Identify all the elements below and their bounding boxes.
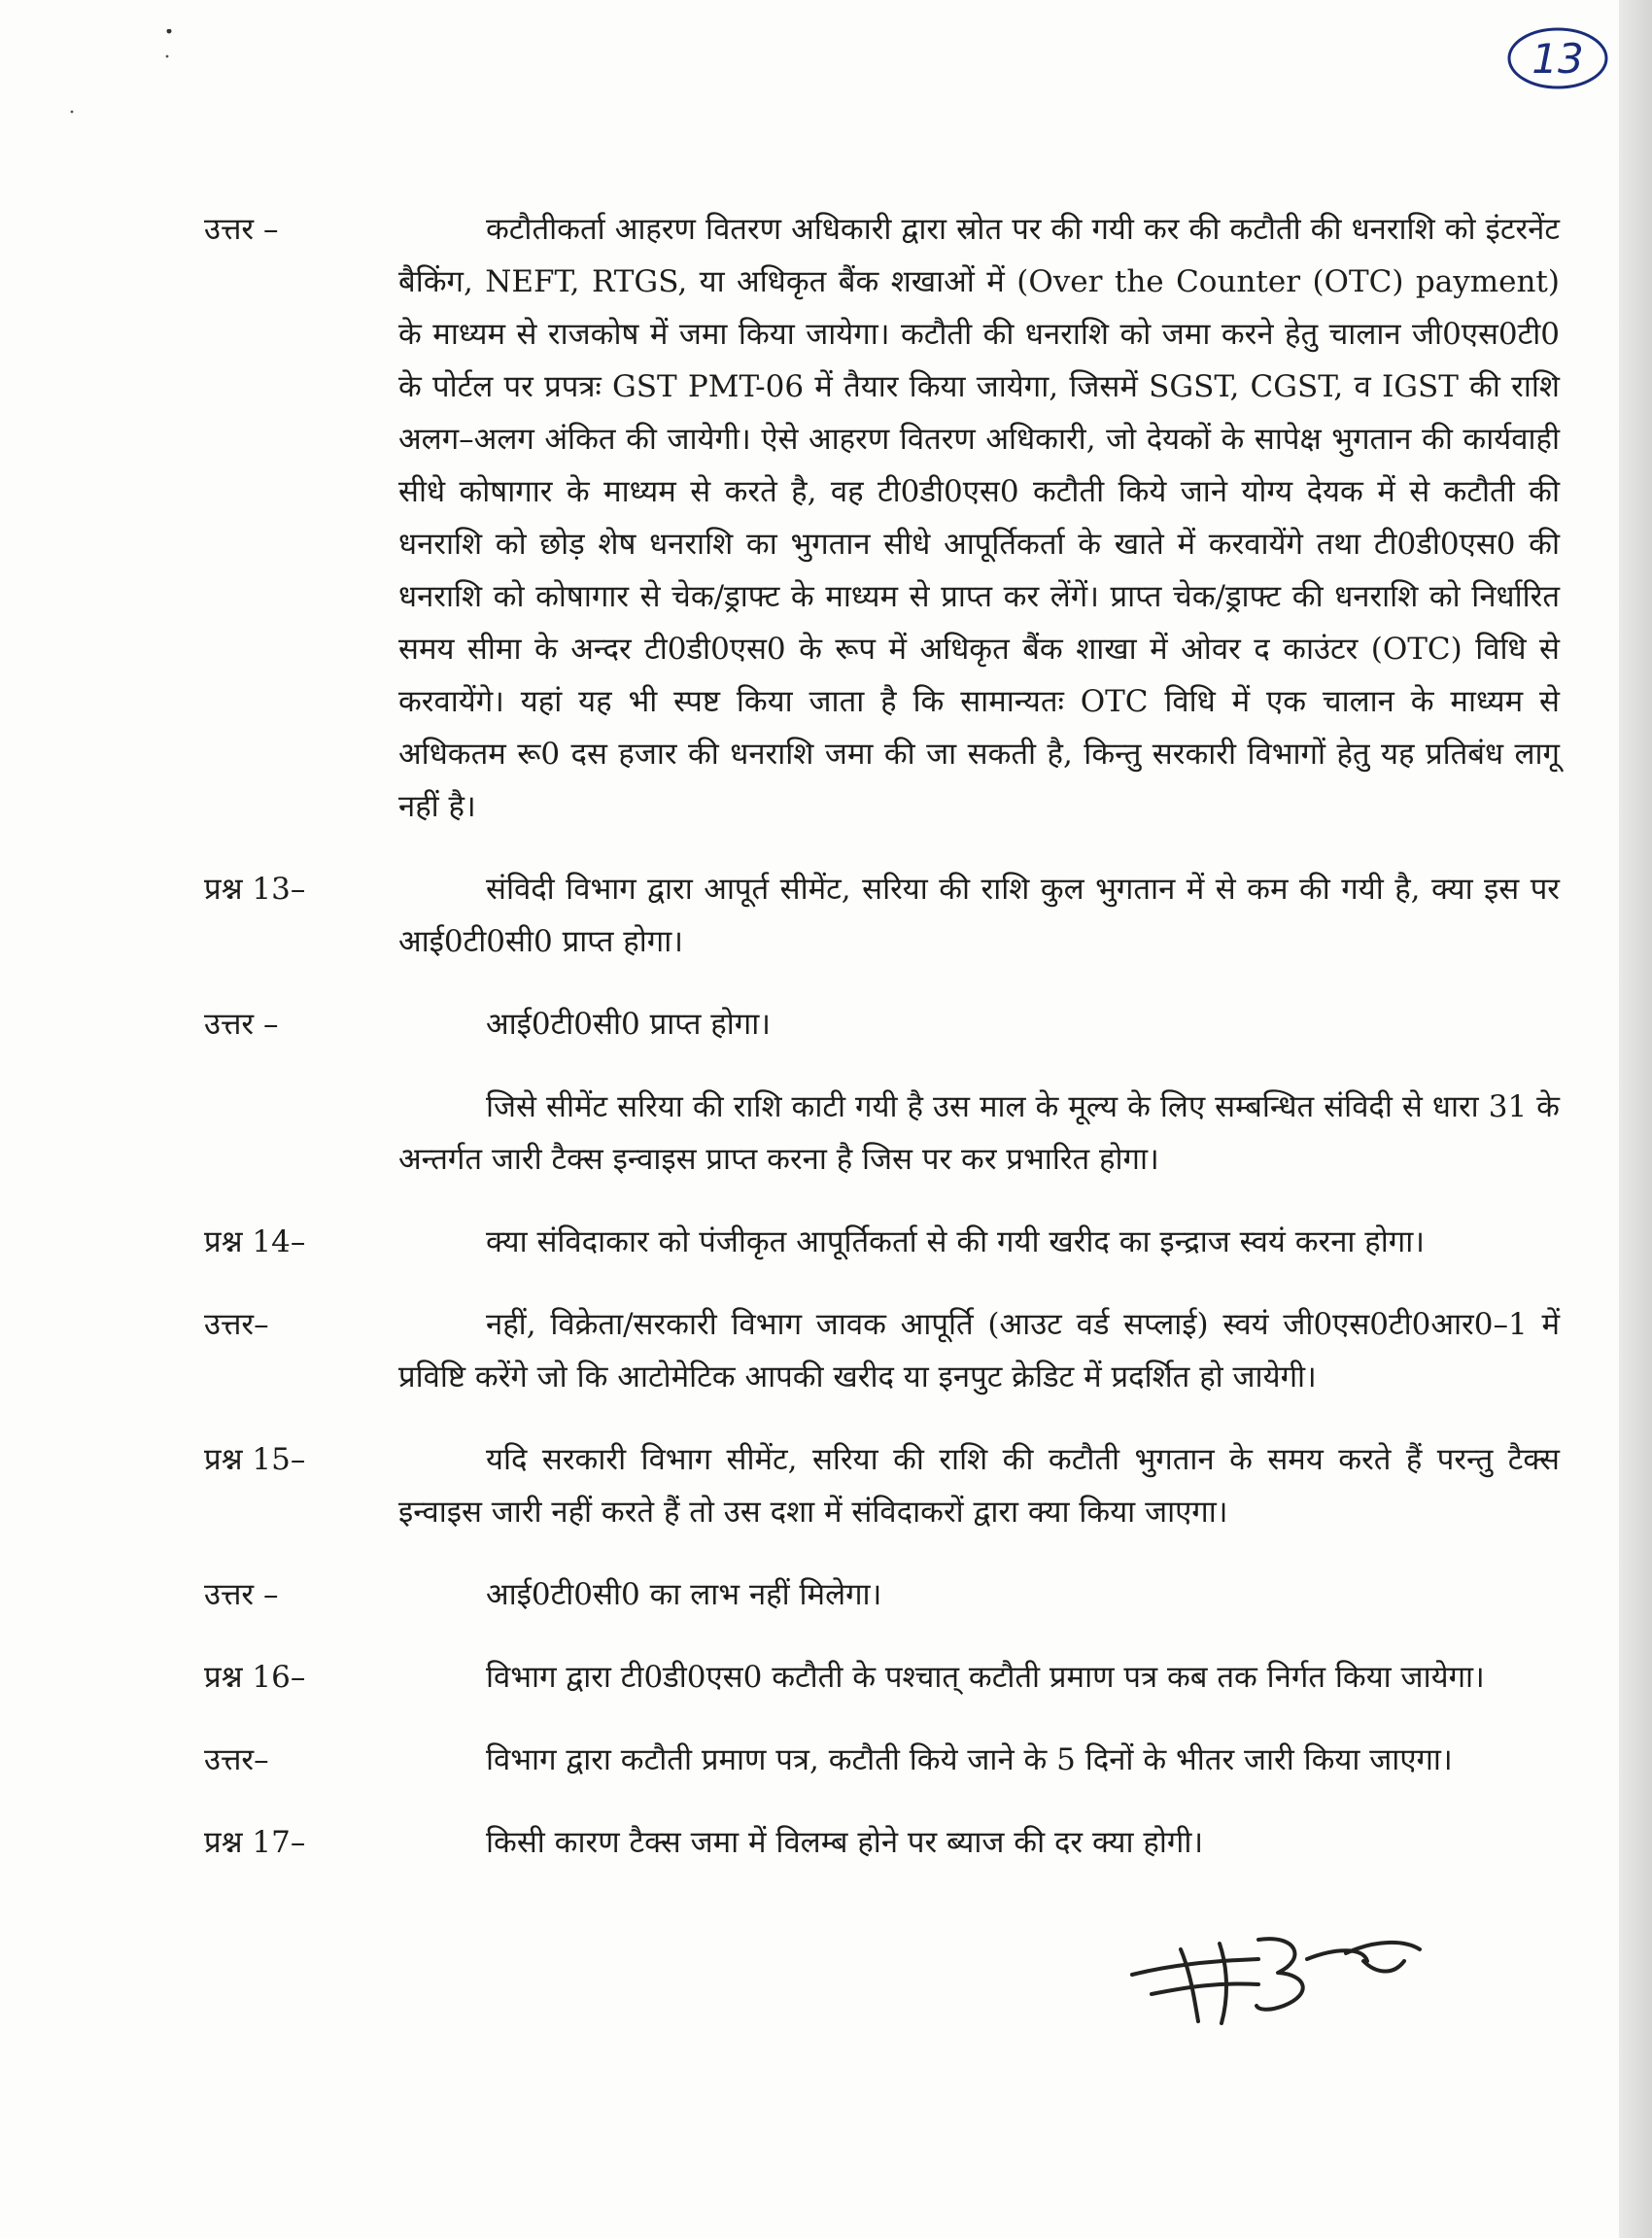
entry-text: नहीं, विक्रेता/सरकारी विभाग जावक आपूर्ति (आउट वर्ड सप्लाई) स्वयं जी0एस0टी0आर0–1 में प्रविष्टि करेंगे जो कि आटोमेटिक आपकी खरीद या इनपुट क्रेडिट में प्रदर्शित हो जायेगी। [398, 1307, 1560, 1394]
qa-entry-answer-15 [204, 1568, 1560, 1621]
scan-specks [58, 29, 194, 146]
entry-text: जिसे सीमेंट सरिया की राशि काटी गयी है उस माल के मूल्य के लिए सम्बन्धित संविदी से धारा 31 के अन्तर्गत जारी टैक्स इन्वाइस प्राप्त करना है जिस पर कर प्रभारित होगा। [398, 1089, 1560, 1177]
page-edge-shadow [1619, 0, 1652, 2238]
officer-signature [1113, 1905, 1443, 2041]
entry-text: आई0टी0सी0 का लाभ नहीं मिलेगा। [486, 1577, 882, 1612]
entry-text: कटौतीकर्ता आहरण वितरण अधिकारी द्वारा स्रोत पर की गयी कर की कटौती की धनराशि को इंटरनेंट बैकिंग, NEFT, RTGS, या अधिकृत बैंक शखाओं में (Over the Counter (OTC) payment) के माध्यम से राजकोष में जमा किया जायेगा। कटौती की धनराशि को जमा करने हेतु चालान जी0एस0टी0 के पोर्टल पर प्रपत्रः GST PMT-06 में तैयार किया जायेगा, जिसमें SGST, CGST, व IGST की राशि अलग–अलग अंकित की जायेगी। ऐसे आहरण वितरण अधिकारी, जो देयकों के सापेक्ष भुगतान की कार्यवाही सीधे कोषागार के माध्यम से करते है, वह टी0डी0एस0 कटौती किये जाने योग्य देयक में से कटौती की धनराशि को छोड़ शेष धनराशि का भुगतान सीधे आपूर्तिकर्ता के खाते में करवायेंगे तथा टी0डी0एस0 की धनराशि को कोषागार से चेक/ड्राफ्ट के माध्यम से प्राप्त कर लेंगें। प्राप्त चेक/ड्राफ्ट की धनराशि को निर्धारित समय सीमा के अन्दर टी0डी0एस0 के रूप में अधिकृत बैंक शाखा में ओवर द काउंटर (OTC) विधि से करवायेंगे। यहां यह भी स्पष्ट किया जाता है कि सामान्यतः OTC विधि में एक चालान के माध्यम से अधिकतम रू0 दस हजार की धनराशि जमा की जा सकती है, किन्तु सरकारी विभागों हेतु यह प्रतिबंध लागू नहीं है। [398, 212, 1560, 824]
entry-label: प्रश्न 14– [204, 1224, 306, 1259]
entry-text: क्या संविदाकार को पंजीकृत आपूर्तिकर्ता से की गयी खरीद का इन्द्राज स्वयं करना होगा। [486, 1224, 1425, 1259]
entry-label: प्रश्न 17– [204, 1825, 306, 1860]
qa-entry-answer-12 [204, 203, 1560, 833]
entry-text: यदि सरकारी विभाग सीमेंट, सरिया की राशि की कटौती भुगतान के समय करते हैं परन्तु टैक्स इन्वाइस जारी नहीं करते हैं तो उस दशा में संविदाकरों द्वारा क्या किया जाएगा। [398, 1442, 1560, 1530]
entry-label: प्रश्न 13– [204, 872, 306, 907]
entry-label: उत्तर – [204, 212, 279, 247]
entry-text: विभाग द्वारा कटौती प्रमाण पत्र, कटौती किये जाने के 5 दिनों के भीतर जारी किया जाएगा। [486, 1742, 1453, 1777]
qa-entry-question-13 [204, 863, 1560, 968]
qa-entry-question-14 [204, 1216, 1560, 1268]
entry-label: उत्तर– [204, 1742, 269, 1777]
qa-entry-question-16 [204, 1651, 1560, 1704]
qa-entry-answer-13-continued [204, 1081, 1560, 1186]
qa-document-body [204, 173, 1560, 1899]
entry-label: प्रश्न 15– [204, 1442, 306, 1477]
entry-text: विभाग द्वारा टी0डी0एस0 कटौती के पश्चात् कटौती प्रमाण पत्र कब तक निर्गत किया जायेगा। [486, 1660, 1485, 1695]
entry-label: उत्तर – [204, 1577, 279, 1612]
qa-entry-answer-13 [204, 998, 1560, 1050]
entry-text: आई0टी0सी0 प्राप्त होगा। [486, 1007, 772, 1042]
entry-label: उत्तर – [204, 1007, 279, 1042]
entry-text: किसी कारण टैक्स जमा में विलम्ब होने पर ब्याज की दर क्या होगी। [486, 1825, 1204, 1860]
entry-text: संविदी विभाग द्वारा आपूर्त सीमेंट, सरिया की राशि कुल भुगतान में से कम की गयी है, क्या इस पर आई0टी0सी0 प्राप्त होगा। [398, 872, 1560, 959]
qa-entry-answer-14 [204, 1298, 1560, 1403]
entry-label: प्रश्न 16– [204, 1660, 306, 1695]
page-number: 13 [1532, 34, 1584, 83]
page-number-stamp [1504, 23, 1611, 93]
entry-label: उत्तर– [204, 1307, 269, 1342]
qa-entry-answer-16 [204, 1734, 1560, 1786]
qa-entry-question-15 [204, 1433, 1560, 1538]
qa-entry-question-17 [204, 1816, 1560, 1869]
